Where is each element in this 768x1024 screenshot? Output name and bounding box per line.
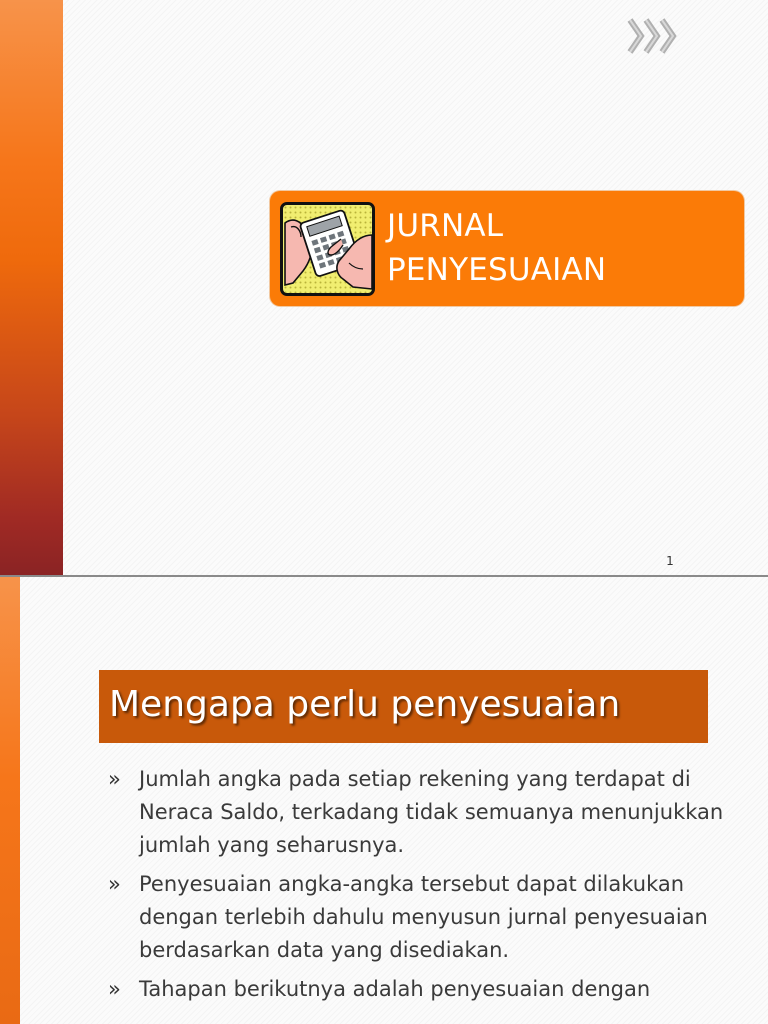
slide-heading: Mengapa perlu penyesuaian xyxy=(109,684,621,725)
title-box xyxy=(270,191,744,306)
list-item xyxy=(108,868,738,967)
bullet-text: Jumlah angka pada setiap rekening yang terdapat di Neraca Saldo, terkadang tidak semuanya menunjukkan jumlah yang seharusnya. xyxy=(139,767,724,857)
left-accent-bar xyxy=(0,577,20,1024)
bullet-text: Penyesuaian angka-angka tersebut dapat dilakukan dengan terlebih dahulu menyusun jurnal penyesuaian berdasarkan data yang disediakan. xyxy=(139,872,708,962)
bullet-list xyxy=(108,763,738,1012)
bullet-marker: » xyxy=(108,767,121,791)
calculator-icon xyxy=(280,202,375,296)
slide-number: 1 xyxy=(666,554,674,568)
slide-2 xyxy=(0,577,768,1024)
bullet-text: Tahapan berikutnya adalah penyesuaian dengan xyxy=(139,977,651,1001)
bullet-marker: » xyxy=(108,977,121,1001)
list-item xyxy=(108,763,738,862)
title-line-1: JURNAL xyxy=(387,208,504,244)
bullet-marker: » xyxy=(108,872,121,896)
left-accent-bar xyxy=(0,0,63,576)
list-item xyxy=(108,973,738,1006)
heading-box xyxy=(99,670,708,743)
title-line-2: PENYESUAIAN xyxy=(387,252,607,288)
slide-title xyxy=(387,204,727,292)
chevrons-right-icon xyxy=(626,14,686,58)
